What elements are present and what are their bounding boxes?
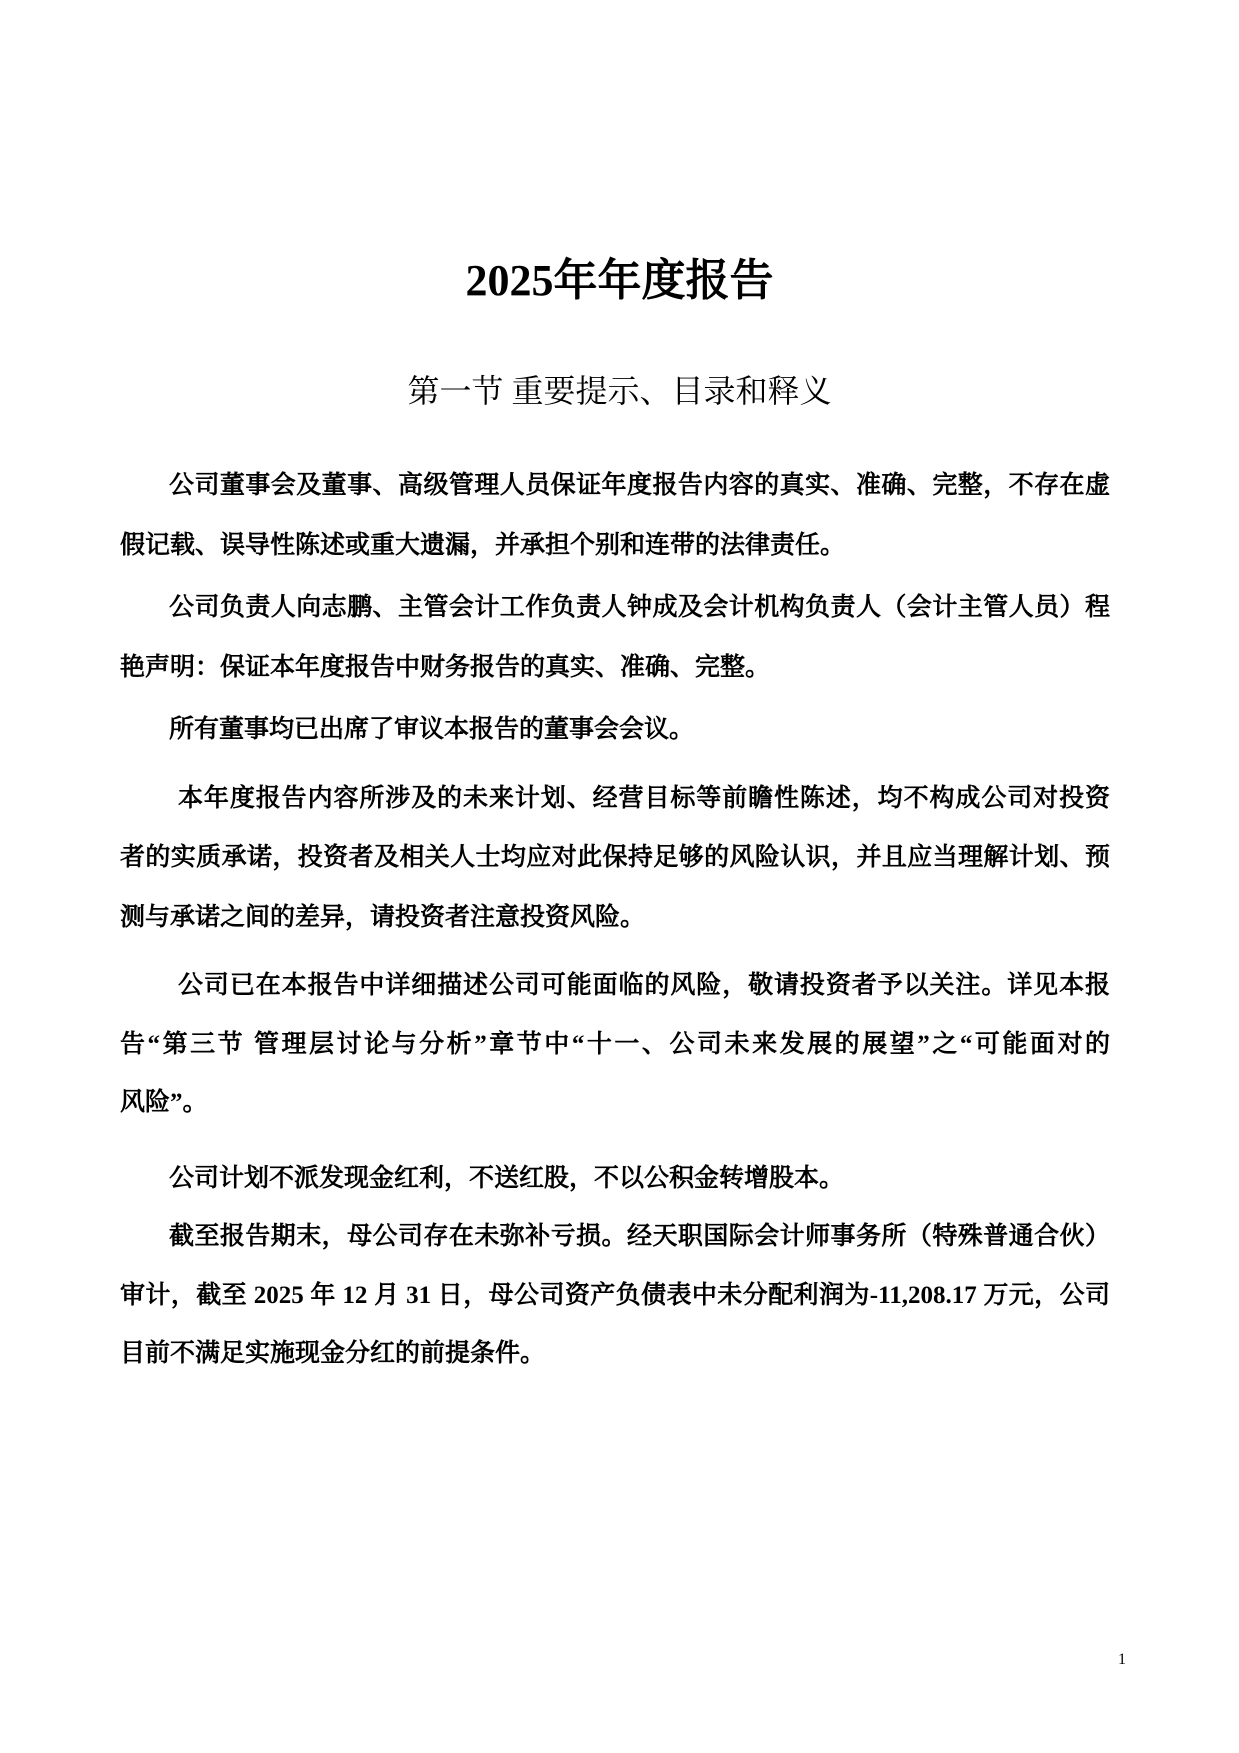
text-line: 测与承诺之间的差异，请投资者注意投资风险。 (120, 904, 646, 931)
text-line: 艳声明：保证本年度报告中财务报告的真实、准确、完整。 (120, 654, 771, 681)
text-line: 本年度报告内容所涉及的未来计划、经营目标等前瞻性陈述，均不构成公司对投资 (178, 785, 1110, 812)
page-number: 1 (1118, 1651, 1126, 1668)
text-line: 公司负责人向志鹏、主管会计工作负责人钟成及会计机构负责人（会计主管人员）程 (169, 594, 1110, 621)
text-line: 审计，截至 2025 年 12 月 31 日，母公司资产负债表中未分配利润为-11,208.17 万元，公司 (120, 1282, 1110, 1309)
text-line: 所有董事均已出席了审议本报告的董事会会议。 (169, 716, 695, 743)
section-title: 第一节 重要提示、目录和释义 (407, 373, 832, 409)
text-line: 公司董事会及董事、高级管理人员保证年度报告内容的真实、准确、完整，不存在虚 (169, 472, 1110, 499)
text-line: 告“第三节 管理层讨论与分析”章节中“十一、公司未来发展的展望”之“可能面对的 (120, 1031, 1110, 1058)
text-line: 公司计划不派发现金红利，不送红股，不以公积金转增股本。 (169, 1165, 845, 1192)
text-line: 假记载、误导性陈述或重大遗漏，并承担个别和连带的法律责任。 (120, 532, 846, 559)
report-title: 2025年年度报告 (465, 256, 774, 305)
text-line: 目前不满足实施现金分红的前提条件。 (120, 1340, 546, 1367)
text-line: 公司已在本报告中详细描述公司可能面临的风险，敬请投资者予以关注。详见本报 (178, 972, 1110, 999)
text-line: 风险”。 (120, 1089, 208, 1116)
text-line: 截至报告期末，母公司存在未弥补亏损。经天职国际会计师事务所（特殊普通合伙） (169, 1223, 1110, 1250)
text-line: 者的实质承诺，投资者及相关人士均应对此保持足够的风险认识，并且应当理解计划、预 (120, 844, 1110, 871)
